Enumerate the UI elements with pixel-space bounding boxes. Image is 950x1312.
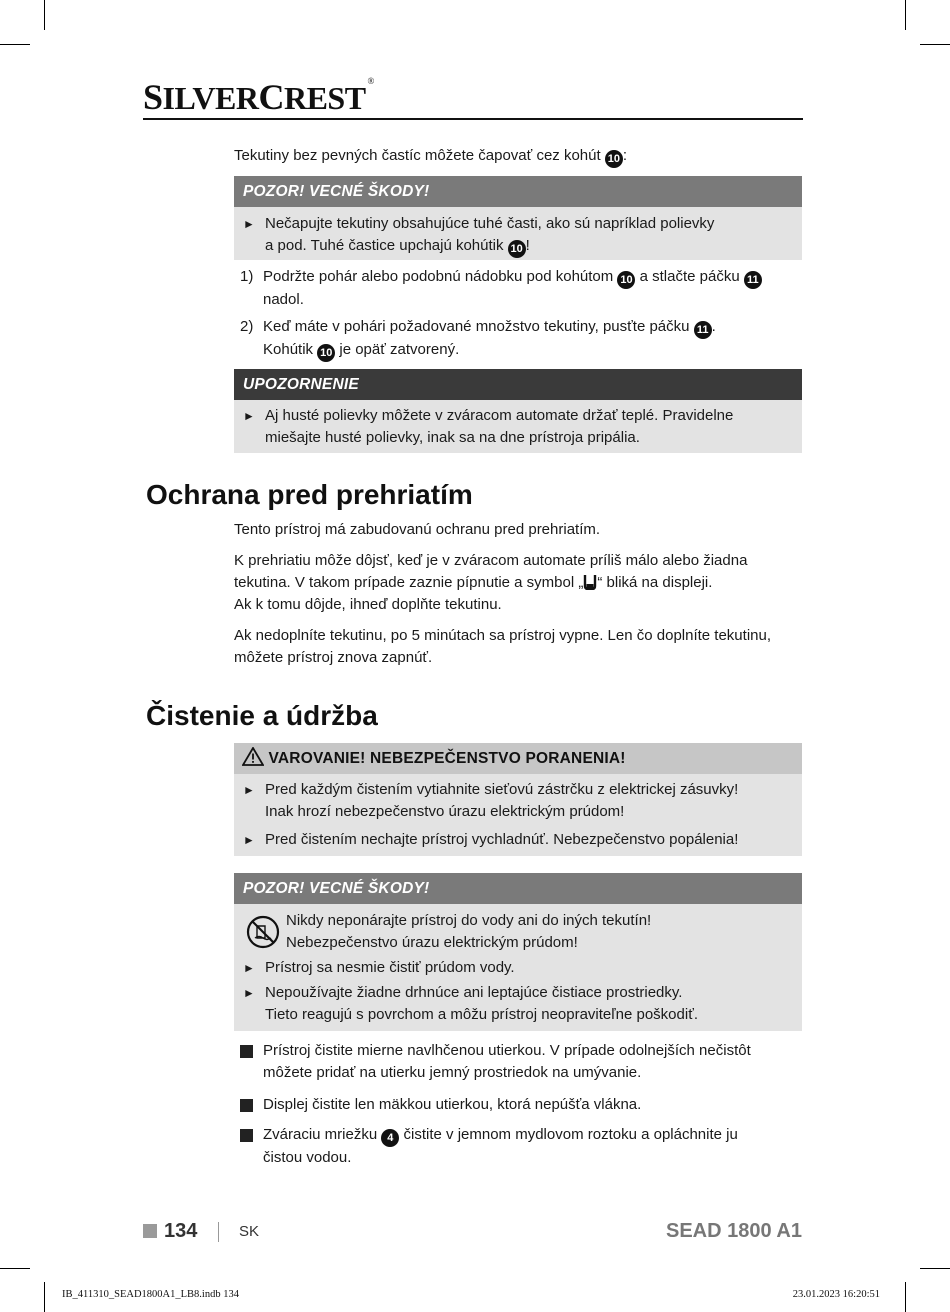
warning-line: Inak hrozí nebezpečenstvo úrazu elektrickým prúdom! [265,803,625,820]
paragraph [234,625,771,669]
list-line [263,1124,738,1147]
logo-letter: C [258,77,284,117]
intro-colon: : [622,147,627,164]
arrow-icon: ► [243,409,255,423]
crop-mark [0,1268,30,1269]
paragraph-text: tekutina. V takom prípade zaznie pípnutie a symbol „ [234,574,584,591]
notice-item [234,405,802,449]
caution-box [234,176,802,260]
warning-item [234,779,802,823]
step-text: Podržte pohár alebo podobnú nádobku pod kohútom [263,268,618,285]
list-line: čistou vodou. [263,1149,352,1166]
crop-mark [905,0,906,30]
logo-text: ILVER [162,80,259,116]
header-rule [143,118,803,120]
step-text: nadol. [263,291,304,308]
square-bullet-icon [240,1129,253,1142]
caution-item [234,957,802,979]
brand-logo [143,76,374,118]
paragraph-text: “ bliká na displeji. [597,574,713,591]
crop-mark [44,0,45,30]
water-level-icon [583,574,597,590]
paragraph-line: môžete prístroj znova zapnúť. [234,649,433,666]
logo-text: REST [283,80,366,116]
caution-line: Nebezpečenstvo úrazu elektrickým prúdom! [286,934,578,951]
warning-item [234,829,802,851]
footer-divider [218,1222,219,1242]
step-text: a stlačte páčku [635,268,744,285]
paragraph-line [234,572,747,594]
registered-mark: ® [367,76,374,86]
list-text: Zváraciu mriežku [263,1126,382,1143]
arrow-icon: ► [243,783,255,797]
part-ref-badge: 10 [605,150,623,168]
caution-text: ! [525,237,530,254]
list-item [263,1094,641,1116]
crop-mark [905,1282,906,1312]
caution-box [234,873,802,1031]
footer-square-icon [143,1224,157,1238]
caution-item [234,982,802,1026]
notice-box [234,369,802,453]
list-line: môžete pridať na utierku jemný prostriedok na umývanie. [263,1064,642,1081]
caution-line: Nikdy neponárajte prístroj do vody ani do iných tekutín! [286,912,652,929]
paragraph-line: Ak nedoplníte tekutinu, po 5 minútach sa prístroj vypne. Len čo doplníte tekutinu, [234,627,772,644]
list-text: čistite v jemnom mydlovom roztoku a opláchnite ju [399,1126,738,1143]
step-text: Keď máte v pohári požadované množstvo tekutiny, pusťte páčku [263,318,694,335]
crop-mark [920,1268,950,1269]
caution-line: Tieto reagujú s povrchom a môžu prístroj neopraviteľne poškodiť. [265,1006,698,1023]
warning-title: VAROVANIE! NEBEZPEČENSTVO PORANENIA! [268,750,626,767]
list-line: Displej čistite len mäkkou utierkou, ktorá nepúšťa vlákna. [263,1096,642,1113]
list-item [263,1040,751,1084]
square-bullet-icon [240,1099,253,1112]
paragraph: Tento prístroj má zabudovanú ochranu pred prehriatím. [234,521,601,538]
caution-line: Prístroj sa nesmie čistiť prúdom vody. [265,959,515,976]
part-ref-badge: 10 [317,344,335,362]
part-ref-badge: 10 [617,271,635,289]
step-1 [240,266,810,311]
warning-line: Pred čistením nechajte prístroj vychladnúť. Nebezpečenstvo popálenia! [265,831,739,848]
crop-mark [920,44,950,45]
step-text: Kohútik [263,341,318,358]
notice-line: miešajte husté polievky, inak sa na dne prístroja pripália. [265,429,640,446]
step-text: . [711,318,716,335]
step-2 [240,316,810,362]
step-number: 2) [240,318,254,335]
list-item [263,1124,738,1169]
part-ref-badge: 10 [508,240,526,258]
paragraph-line: K prehriatiu môže dôjsť, keď je v zváracom automate príliš málo alebo žiadna [234,552,748,569]
caution-title: POZOR! VECNÉ ŠKODY! [234,873,802,904]
caution-item [234,213,802,258]
warning-header [234,743,802,774]
step-number: 1) [240,268,254,285]
section-heading: Čistenie a údržba [146,700,378,731]
arrow-icon: ► [243,986,255,1000]
caution-text: a pod. Tuhé častice upchajú kohútik [265,237,508,254]
file-slug: IB_411310_SEAD1800A1_LB8.indb 134 [62,1289,239,1300]
arrow-icon: ► [243,833,255,847]
paragraph [234,550,747,616]
list-line: Prístroj čistite mierne navlhčenou utierkou. V prípade odolnejších nečistôt [263,1042,751,1059]
arrow-icon: ► [243,961,255,975]
caution-line [265,235,802,258]
logo-letter: S [143,77,163,117]
warning-line: Pred každým čistením vytiahnite sieťovú zástrčku z elektrickej zásuvky! [265,781,739,798]
warning-triangle-icon [242,747,264,766]
crop-mark [44,1282,45,1312]
intro-line: Tekutiny bez pevných častíc môžete čapovať cez kohút [234,147,605,164]
date-slug: 23.01.2023 16:20:51 [792,1289,880,1300]
caution-title: POZOR! VECNÉ ŠKODY! [234,176,802,207]
step-text: je opäť zatvorený. [335,341,460,358]
no-immersion-icon [246,915,280,949]
square-bullet-icon [240,1045,253,1058]
warning-box [234,743,802,856]
part-ref-badge: 11 [744,271,762,289]
part-ref-badge: 11 [694,321,712,339]
language-code: SK [239,1223,260,1240]
crop-mark [0,44,30,45]
page-number: 134 [164,1220,198,1242]
model-name: SEAD 1800 A1 [666,1220,802,1242]
paragraph-line: Ak k tomu dôjde, ihneď doplňte tekutinu. [234,596,502,613]
section-heading: Ochrana pred prehriatím [146,479,473,510]
notice-title: UPOZORNENIE [234,369,802,400]
notice-line: Aj husté polievky môžete v zváracom automate držať teplé. Pravidelne [265,407,734,424]
part-ref-badge: 4 [381,1129,399,1147]
caution-line: Nečapujte tekutiny obsahujúce tuhé časti, ako sú napríklad polievky [265,215,715,232]
arrow-icon: ► [243,217,255,231]
intro-text [234,145,627,168]
caution-line: Nepoužívajte žiadne drhnúce ani leptajúce čistiace prostriedky. [265,984,683,1001]
caution-item [234,910,802,954]
